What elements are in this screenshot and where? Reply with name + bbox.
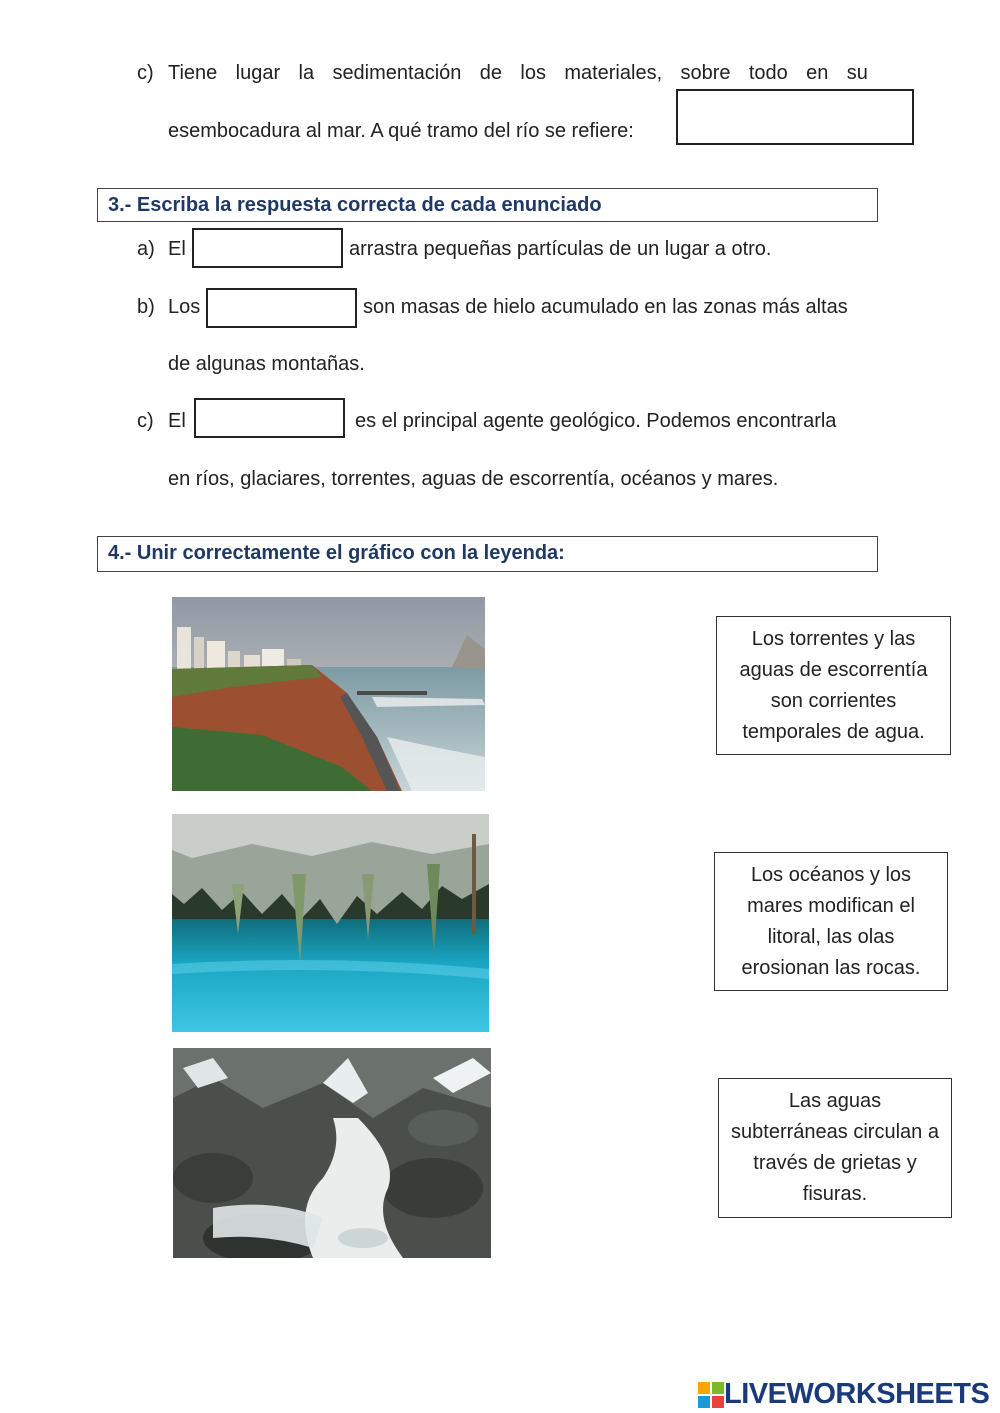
item-marker: a): [137, 238, 155, 260]
question-word: Tiene: [168, 62, 218, 84]
question-text: El: [168, 410, 186, 432]
legend-text: Las aguas subterráneas circulan a través de grietas y fisuras.: [731, 1090, 939, 1205]
legend-box-oceanos[interactable]: [714, 852, 948, 991]
section-4-heading: 4.- Unir correctamente el gráfico con la leyenda:: [97, 536, 878, 572]
cave-water-photo[interactable]: [172, 814, 489, 1032]
liveworksheets-logo-icon: [698, 1382, 724, 1408]
question-word: de: [479, 62, 503, 84]
legend-box-subterraneas[interactable]: [718, 1078, 952, 1218]
question-text: esembocadura al mar. A qué tramo del río se refiere:: [168, 120, 634, 142]
legend-text: Los torrentes y las aguas de escorrentía son corrientes temporales de agua.: [739, 627, 928, 743]
item-marker: b): [137, 296, 155, 318]
question-text: arrastra pequeñas partículas de un lugar a otro.: [349, 238, 772, 260]
item-marker: c): [137, 62, 154, 84]
question-word: todo: [748, 62, 788, 84]
coastline-photo[interactable]: [172, 597, 485, 791]
answer-box-river-section[interactable]: [676, 89, 914, 145]
answer-box-a[interactable]: [192, 228, 343, 268]
question-word: sobre: [680, 62, 731, 84]
question-text: son masas de hielo acumulado en las zonas más altas: [363, 296, 848, 318]
legend-box-torrentes[interactable]: [716, 616, 951, 755]
question-word: lugar: [235, 62, 281, 84]
question-word: sedimentación: [332, 62, 462, 84]
question-text: de algunas montañas.: [168, 353, 365, 375]
answer-box-c[interactable]: [194, 398, 345, 438]
question-text: Los: [168, 296, 201, 318]
question-text: es el principal agente geológico. Podemos encontrarla: [355, 410, 837, 432]
question-word: su: [846, 62, 868, 84]
mountain-torrent-photo[interactable]: [173, 1048, 491, 1258]
question-text-line: [168, 62, 868, 85]
answer-box-b[interactable]: [206, 288, 357, 328]
question-word: los: [520, 62, 546, 84]
question-word: materiales,: [564, 62, 663, 84]
logo-text: LIVEWORKSHEETS: [724, 1378, 990, 1410]
section-3-heading: 3.- Escriba la respuesta correcta de cada enunciado: [97, 188, 878, 222]
question-word: la: [298, 62, 315, 84]
question-text: El: [168, 238, 186, 260]
legend-text: Los océanos y los mares modifican el litoral, las olas erosionan las rocas.: [741, 863, 921, 979]
item-marker: c): [137, 410, 154, 432]
liveworksheets-logo: [698, 1378, 989, 1411]
question-word: en: [806, 62, 829, 84]
question-text: en ríos, glaciares, torrentes, aguas de escorrentía, océanos y mares.: [168, 468, 779, 490]
